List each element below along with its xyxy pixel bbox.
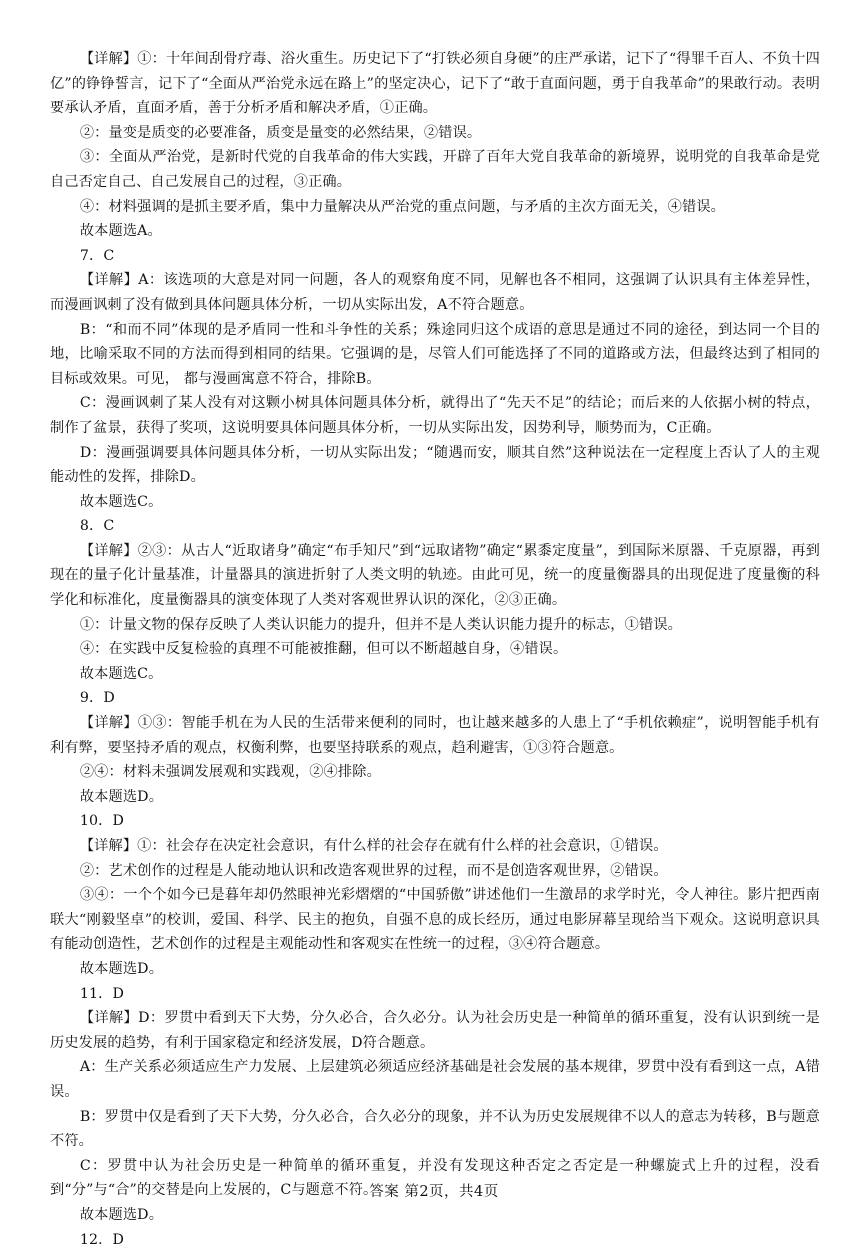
explanation-paragraph: 【详解】①③：智能手机在为人民的生活带来便利的同时，也让越来越多的人患上了“手机依赖症”，说明智能手机有利有弊，要坚持矛盾的观点，权衡利弊，也要坚持联系的观点，趋利避害，①③符合题意。: [50, 711, 820, 760]
explanation-paragraph: ②：艺术创作的过程是人能动地认识和改造客观世界的过程，而不是创造客观世界，②错误。: [50, 859, 820, 884]
explanation-paragraph: ②④：材料未强调发展观和实践观，②④排除。: [50, 760, 820, 785]
explanation-paragraph: 【详解】②③：从古人“近取诸身”确定“布手知尺”到“远取诸物”确定“累黍定度量”，到国际米原器、千克原器，再到现在的量子化计量基准，计量器具的演进折射了人类文明的轨迹。由此可见，统一的度量衡器具的出现促进了度量衡的科学化和标准化，度量衡器具的演变体现了人类对客观世界认识的深化，②③正确。: [50, 539, 820, 613]
question-number: 9．D: [50, 686, 820, 711]
explanation-paragraph: 【详解】①：十年间刮骨疗毒、浴火重生。历史记下了“打铁必须自身硬”的庄严承诺，记下了“得罪千百人、不负十四亿”的铮铮誓言，记下了“全面从严治党永远在路上”的坚定决心，记下了“敢于直面问题，勇于自我革命”的果敢行动。表明要承认矛盾，直面矛盾，善于分析矛盾和解决矛盾，①正确。: [50, 47, 820, 121]
explanation-paragraph: C：漫画讽刺了某人没有对这颗小树具体问题具体分析，就得出了“先天不足”的结论；而后来的人依据小树的特点，制作了盆景，获得了奖项，这说明要具体问题具体分析，一切从实际出发，因势利导，顺势而为，C正确。: [50, 391, 820, 440]
question-number: 7．C: [50, 244, 820, 269]
explanation-paragraph: A：生产关系必须适应生产力发展、上层建筑必须适应经济基础是社会发展的基本规律，罗贯中没有看到这一点，A错误。: [50, 1055, 820, 1104]
question-number: 10．D: [50, 809, 820, 834]
answer-conclusion: 故本题选D。: [50, 1203, 820, 1228]
explanation-paragraph: 【详解】D：罗贯中看到天下大势，分久必合，合久必分。认为社会历史是一种简单的循环重复，没有认识到统一是历史发展的趋势，有利于国家稳定和经济发展，D符合题意。: [50, 1006, 820, 1055]
answer-conclusion: 故本题选D。: [50, 785, 820, 810]
page-footer: 答案 第2页，共4页: [0, 1180, 868, 1201]
answer-conclusion: 故本题选A。: [50, 219, 820, 244]
answer-conclusion: 故本题选D。: [50, 957, 820, 982]
answer-conclusion: 故本题选C。: [50, 662, 820, 687]
question-number: 11．D: [50, 982, 820, 1007]
explanation-paragraph: ②：量变是质变的必要准备，质变是量变的必然结果，②错误。: [50, 121, 820, 146]
question-number: 8．C: [50, 514, 820, 539]
question-number: 12．D: [50, 1228, 820, 1252]
explanation-paragraph: B：罗贯中仅是看到了天下大势，分久必合，合久必分的现象，并不认为历史发展规律不以人的意志为转移，B与题意不符。: [50, 1105, 820, 1154]
explanation-paragraph: ④：材料强调的是抓主要矛盾，集中力量解决从严治党的重点问题，与矛盾的主次方面无关，④错误。: [50, 195, 820, 220]
explanation-paragraph: ③：全面从严治党，是新时代党的自我革命的伟大实践，开辟了百年大党自我革命的新境界，说明党的自我革命是党自己否定自己、自己发展自己的过程，③正确。: [50, 145, 820, 194]
explanation-paragraph: 【详解】①：社会存在决定社会意识，有什么样的社会存在就有什么样的社会意识，①错误。: [50, 834, 820, 859]
explanation-paragraph: ①：计量文物的保存反映了人类认识能力的提升，但并不是人类认识能力提升的标志，①错误。: [50, 613, 820, 638]
explanation-paragraph: C：罗贯中认为社会历史是一种简单的循环重复，并没有发现这种否定之否定是一种螺旋式上升的过程，没看到“分”与“合”的交替是向上发展的，C与题意不符。: [50, 1154, 820, 1203]
answer-conclusion: 故本题选C。: [50, 490, 820, 515]
explanation-paragraph: 【详解】A：该选项的大意是对同一问题，各人的观察角度不同，见解也各不相同，这强调了认识具有主体差异性，而漫画讽刺了没有做到具体问题具体分析，一切从实际出发，A不符合题意。: [50, 268, 820, 317]
answer-document: [50, 47, 820, 1252]
explanation-paragraph: ③④：一个个如今已是暮年却仍然眼神光彩熠熠的“中国骄傲”讲述他们一生激昂的求学时光，令人神往。影片把西南联大“刚毅坚卓”的校训，爱国、科学、民主的抱负，自强不息的成长经历，通过电影屏幕呈现给当下观众。这说明意识具有能动创造性，艺术创作的过程是主观能动性和客观实在性统一的过程，③④符合题意。: [50, 883, 820, 957]
explanation-paragraph: D：漫画强调要具体问题具体分析，一切从实际出发；“随遇而安，顺其自然”这种说法在一定程度上否认了人的主观能动性的发挥，排除D。: [50, 441, 820, 490]
explanation-paragraph: B：“和而不同”体现的是矛盾同一性和斗争性的关系；殊途同归这个成语的意思是通过不同的途径，到达同一个目的地，比喻采取不同的方法而得到相同的结果。它强调的是，尽管人们可能选择了不同的道路或方法，但最终达到了相同的目标或效果。可见， 都与漫画寓意不符合，排除B。: [50, 318, 820, 392]
explanation-paragraph: ④：在实践中反复检验的真理不可能被推翻，但可以不断超越自身，④错误。: [50, 637, 820, 662]
